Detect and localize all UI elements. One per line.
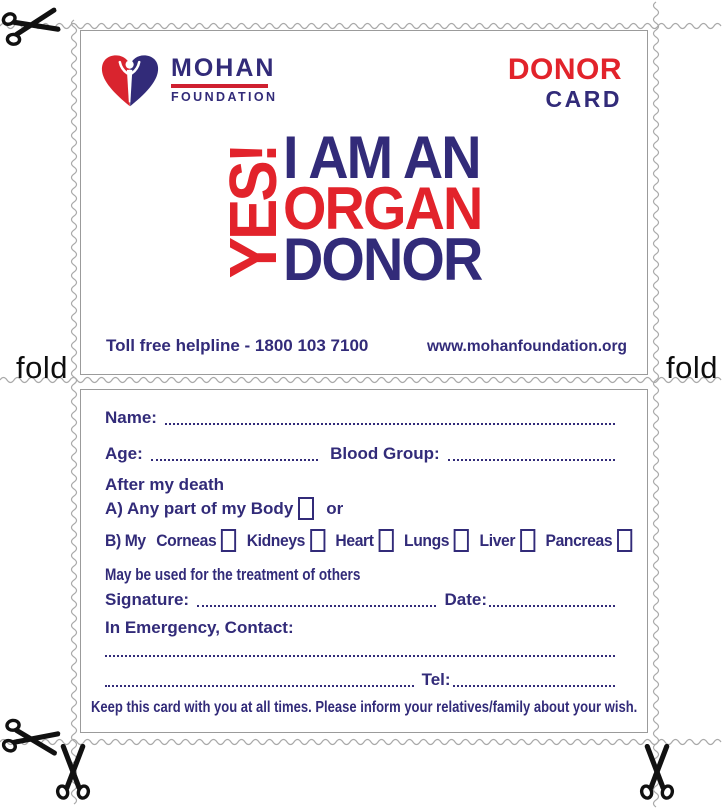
corneas-checkbox xyxy=(221,529,236,552)
treatment-note: May be used for the treatment of others xyxy=(105,565,361,584)
option-a-or: or xyxy=(326,498,344,518)
blood-group-fill-line xyxy=(448,459,615,461)
cut-line-top xyxy=(0,22,724,30)
signature-row xyxy=(105,590,617,610)
tel-label: Tel: xyxy=(421,670,451,689)
emergency-fill-row xyxy=(105,642,617,660)
donor-card-title-line2: CARD xyxy=(545,86,622,112)
organ-label-corneas: Corneas xyxy=(156,531,217,550)
treatment-note-row xyxy=(105,565,617,585)
signature-label: Signature: xyxy=(105,590,190,609)
signature-fill-line xyxy=(197,605,436,607)
scissors-icon xyxy=(0,0,63,50)
name-row xyxy=(105,408,617,428)
headline-yes: YES! xyxy=(216,145,292,279)
cut-line-right xyxy=(652,2,660,808)
headline-line1: I AM AN xyxy=(283,124,480,191)
name-fill-line xyxy=(165,423,615,425)
after-death-heading xyxy=(105,475,617,495)
lungs-checkbox xyxy=(454,529,469,552)
cut-line-bottom xyxy=(0,738,724,746)
tel-row xyxy=(105,670,617,690)
organ-label-kidneys: Kidneys xyxy=(246,531,306,550)
cut-line-left xyxy=(70,20,78,808)
helpline-text: Toll free helpline - 1800 103 7100 xyxy=(106,336,369,355)
heart-logo-icon xyxy=(99,53,161,111)
organ-label-heart: Heart xyxy=(335,531,374,550)
headline-line3: DONOR xyxy=(283,226,482,293)
blood-group-label: Blood Group: xyxy=(330,444,440,463)
option-b-row xyxy=(105,529,613,552)
fold-line-middle xyxy=(0,376,724,384)
organ-label-pancreas: Pancreas xyxy=(545,531,613,550)
keep-card-note-row xyxy=(85,698,643,718)
option-a-label: A) Any part of my Body xyxy=(105,498,294,518)
date-label: Date: xyxy=(444,590,487,609)
donor-card-title xyxy=(508,55,622,111)
organ-label-lungs: Lungs xyxy=(403,531,450,550)
option-b-prefix: B) My xyxy=(105,531,146,550)
age-label: Age: xyxy=(105,444,143,463)
website-text: www.mohanfoundation.org xyxy=(426,338,627,355)
pancreas-checkbox xyxy=(617,529,632,552)
fold-label-right: fold xyxy=(666,350,718,385)
logo-wordmark xyxy=(171,56,277,104)
logo-name: MOHAN xyxy=(171,54,276,82)
headline xyxy=(216,124,496,293)
option-a-row xyxy=(105,497,617,520)
any-part-checkbox xyxy=(298,497,314,520)
donor-card-title-line1: DONOR xyxy=(507,53,622,86)
emergency-row xyxy=(105,618,617,638)
headline-yes-wrap xyxy=(216,132,292,292)
emergency-fill-line xyxy=(105,655,615,657)
contact-fill-line xyxy=(105,685,414,687)
headline-line2: ORGAN xyxy=(283,175,482,242)
liver-checkbox xyxy=(520,529,535,552)
tel-fill-line xyxy=(453,685,615,687)
keep-card-note: Keep this card with you at all times. Please inform your relatives/family about your wish. xyxy=(90,699,638,716)
logo-subtitle: FOUNDATION xyxy=(171,90,278,104)
scissors-icon xyxy=(53,744,93,800)
donor-card-back xyxy=(80,389,648,733)
organ-label-liver: Liver xyxy=(479,531,516,550)
after-death-text: After my death xyxy=(105,475,225,494)
age-blood-row xyxy=(105,444,617,464)
emergency-label: In Emergency, Contact: xyxy=(105,618,294,637)
age-fill-line xyxy=(151,459,318,461)
front-footer xyxy=(106,336,627,356)
fold-label-left: fold xyxy=(16,350,68,385)
date-fill-line xyxy=(489,605,615,607)
donor-card-front xyxy=(80,30,648,375)
logo-divider xyxy=(171,84,268,88)
kidneys-checkbox xyxy=(310,529,325,552)
name-label: Name: xyxy=(105,408,157,427)
headline-lines xyxy=(283,124,496,293)
mohan-foundation-logo xyxy=(99,53,277,111)
scissors-icon xyxy=(637,744,677,800)
heart-checkbox xyxy=(378,529,393,552)
